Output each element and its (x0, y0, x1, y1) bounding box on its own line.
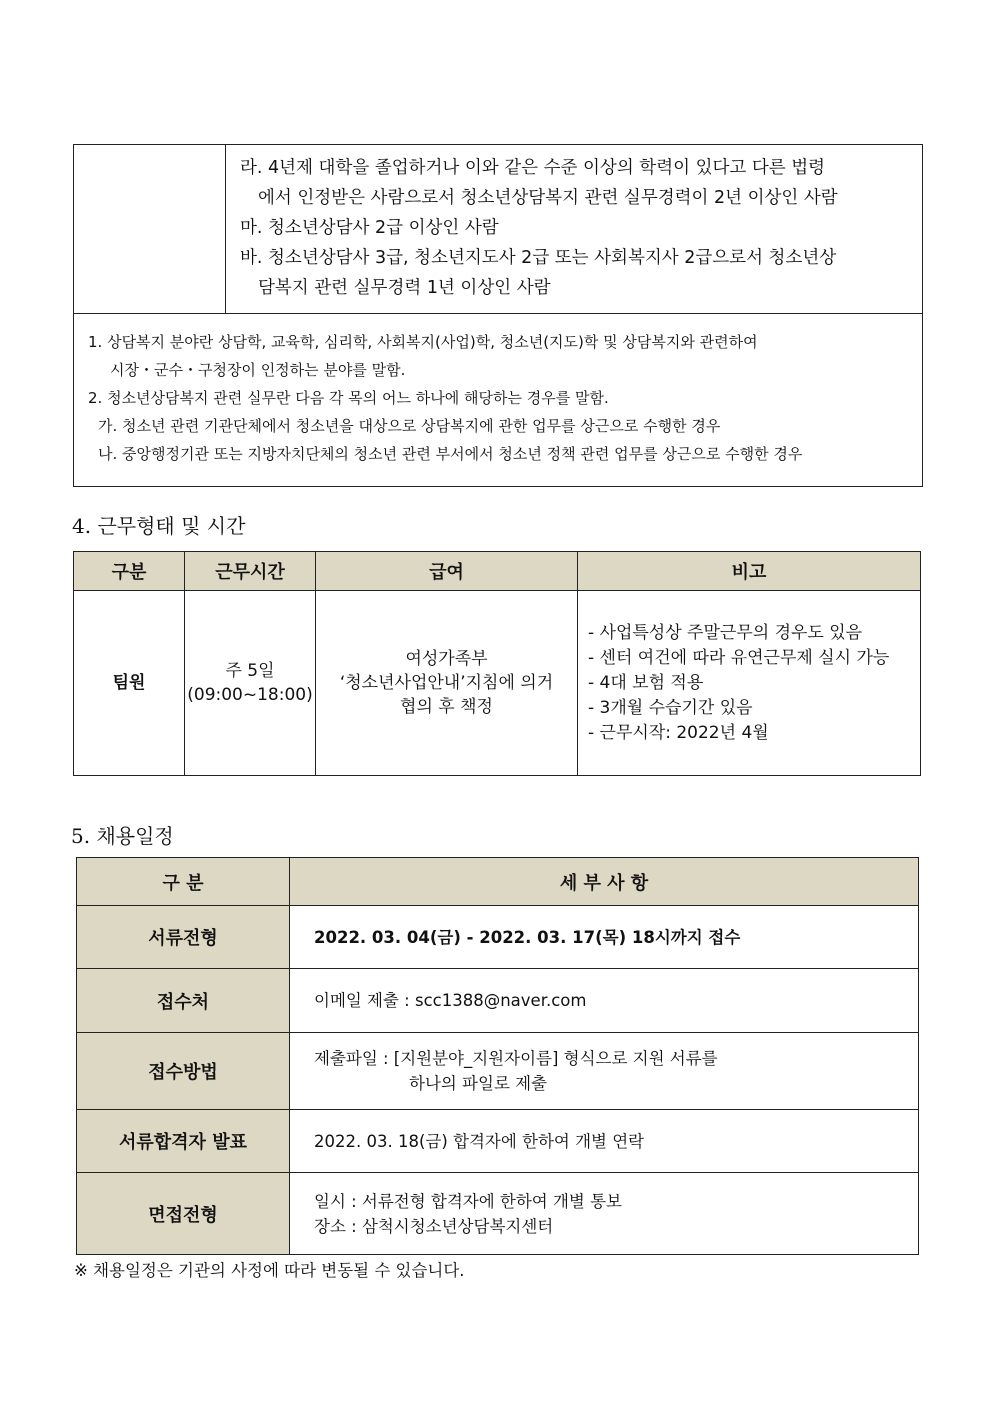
schedule-line: 일시 : 서류전형 합격자에 한하여 개별 통보 (314, 1191, 622, 1211)
header-category: 구분 (74, 552, 185, 591)
schedule-row (77, 1110, 919, 1173)
schedule-row (77, 1033, 919, 1110)
note-item: 시장・군수・구청장이 인정하는 분야를 말함. (110, 361, 406, 379)
schedule-value (290, 1033, 919, 1110)
remark-item: - 3개월 수습기간 있음 (588, 697, 753, 718)
note-item: 가. 청소년 관련 기관단체에서 청소년을 대상으로 상담복지에 관한 업무를 상근으로 수행한 경우 (98, 417, 721, 435)
schedule-label: 접수처 (77, 969, 290, 1033)
schedule-line: 2022. 03. 04(금) - 2022. 03. 17(목) 18시까지 접수 (314, 927, 741, 947)
work-conditions-table (73, 551, 921, 776)
work-row (74, 591, 921, 776)
note-item: 2. 청소년상담복지 관련 실무란 다음 각 목의 어느 하나에 해당하는 경우를 말함. (88, 389, 609, 407)
work-header-row (74, 552, 921, 591)
remarks-cell (578, 591, 921, 776)
schedule-row (77, 906, 919, 969)
schedule-header-row (77, 858, 919, 906)
pay-cell (316, 591, 578, 776)
schedule-line: 이메일 제출 : scc1388@naver.com (314, 991, 587, 1010)
requirement-item: 라. 4년제 대학을 졸업하거나 이와 같은 수준 이상의 학력이 있다고 다른 법령 (240, 158, 826, 178)
pay-line: 여성가족부 (405, 649, 488, 669)
requirement-item: 바. 청소년상담사 3급, 청소년지도사 2급 또는 사회복지사 2급으로서 청소년상 (240, 248, 837, 268)
qualification-requirements (226, 145, 923, 314)
schedule-line: 2022. 03. 18(금) 합격자에 한하여 개별 연락 (314, 1131, 645, 1151)
schedule-line: 장소 : 삼척시청소년상담복지센터 (314, 1216, 554, 1236)
header-division: 구 분 (77, 858, 290, 906)
qualification-table (73, 144, 923, 487)
qualification-notes (74, 314, 923, 487)
note-item: 나. 중앙행정기관 또는 지방자치단체의 청소년 관련 부서에서 청소년 정책 관련 업무를 상근으로 수행한 경우 (98, 445, 803, 463)
schedule-line: 하나의 파일로 제출 (409, 1074, 548, 1093)
remark-item: - 근무시작: 2022년 4월 (588, 722, 769, 743)
schedule-value (290, 969, 919, 1033)
header-details: 세 부 사 항 (290, 858, 919, 906)
schedule-label: 서류합격자 발표 (77, 1110, 290, 1173)
hours-cell (185, 591, 316, 776)
qualification-label-cell (74, 145, 226, 314)
schedule-row (77, 969, 919, 1033)
pay-line: ‘청소년사업안내’지침에 의거 (339, 673, 554, 693)
remark-item: - 센터 여건에 따라 유연근무제 실시 가능 (588, 647, 890, 668)
section-5-title: 5. 채용일정 (71, 824, 174, 848)
qualification-row (74, 145, 923, 314)
remark-item: - 사업특성상 주말근무의 경우도 있음 (588, 622, 863, 643)
schedule-value (290, 906, 919, 969)
schedule-label: 서류전형 (77, 906, 290, 969)
header-hours: 근무시간 (185, 552, 316, 591)
schedule-note: ※ 채용일정은 기관의 사정에 따라 변동될 수 있습니다. (74, 1261, 465, 1280)
notes-row (74, 314, 923, 487)
schedule-table (76, 857, 919, 1255)
schedule-label: 면접전형 (77, 1173, 290, 1255)
section-4-title: 4. 근무형태 및 시간 (72, 514, 246, 538)
schedule-value (290, 1110, 919, 1173)
requirement-item: 에서 인정받은 사람으로서 청소년상담복지 관련 실무경력이 2년 이상인 사람 (258, 188, 838, 208)
schedule-row (77, 1173, 919, 1255)
schedule-label: 접수방법 (77, 1033, 290, 1110)
hours-time: (09:00~18:00) (187, 685, 313, 705)
position-cell: 팀원 (74, 591, 185, 776)
header-remarks: 비고 (578, 552, 921, 591)
remark-item: - 4대 보험 적용 (588, 672, 704, 693)
schedule-line: 제출파일 : [지원분야_지원자이름] 형식으로 지원 서류를 (314, 1049, 718, 1068)
pay-line: 협의 후 책정 (400, 697, 493, 717)
hours-days: 주 5일 (225, 661, 275, 681)
note-item: 1. 상담복지 분야란 상담학, 교육학, 심리학, 사회복지(사업)학, 청소년(지도)학 및 상담복지와 관련하여 (88, 333, 758, 351)
requirement-item: 마. 청소년상담사 2급 이상인 사람 (240, 218, 499, 238)
schedule-value (290, 1173, 919, 1255)
requirement-item: 담복지 관련 실무경력 1년 이상인 사람 (258, 278, 551, 298)
header-pay: 급여 (316, 552, 578, 591)
